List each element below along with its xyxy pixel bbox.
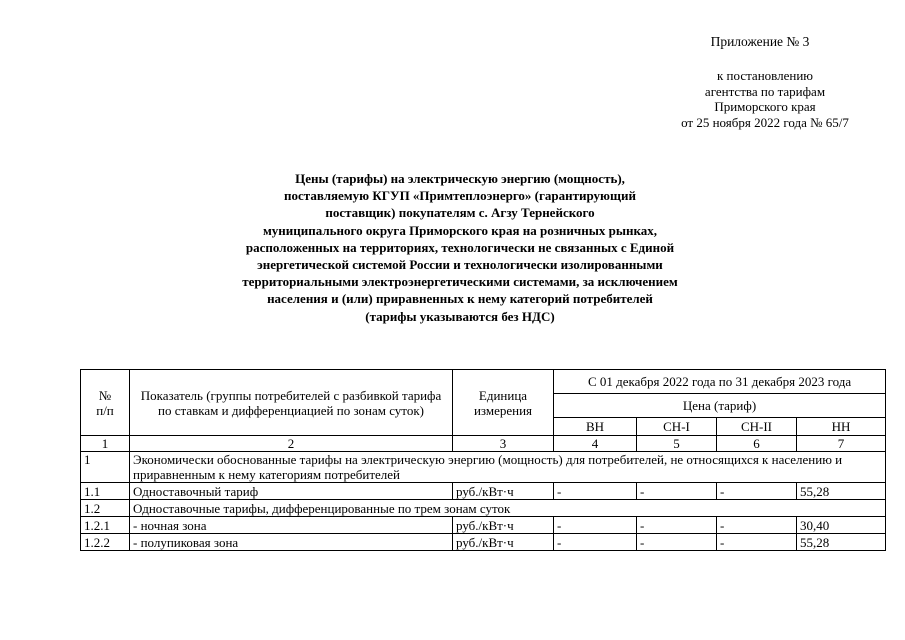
row-number: 1.2.2 <box>81 534 130 551</box>
row-number: 1.1 <box>81 483 130 500</box>
column-number: 3 <box>453 436 554 452</box>
title-line: населения и (или) приравненных к нему категорий потребителей <box>267 291 653 307</box>
value-vn: - <box>554 534 637 551</box>
value-vn: - <box>554 517 637 534</box>
tariff-table <box>80 369 886 551</box>
table-row <box>81 534 886 551</box>
header-level-nn: НН <box>797 418 886 436</box>
header-price: Цена (тариф) <box>554 394 886 418</box>
table-row <box>81 483 886 500</box>
table-row <box>81 500 886 517</box>
row-number: 1 <box>81 452 130 483</box>
reference-line: Приморского края <box>714 99 816 114</box>
title-line: поставщик) покупателям с. Агзу Тернейского <box>325 205 595 221</box>
value-sn2: - <box>717 483 797 500</box>
row-unit: руб./кВт·ч <box>453 517 554 534</box>
row-unit: руб./кВт·ч <box>453 534 554 551</box>
section-heading: Экономически обоснованные тарифы на электрическую энергию (мощность) для потребителей, не относящихся к населению и приравненным к нему категориям потребителей <box>130 452 886 483</box>
value-nn: 30,40 <box>797 517 886 534</box>
value-sn2: - <box>717 534 797 551</box>
title-line: расположенных на территориях, технологически не связанных с Единой <box>245 239 675 255</box>
title-line: поставляемую КГУП «Примтеплоэнерго» (гарантирующий <box>284 188 636 204</box>
row-number: 1.2 <box>81 500 130 517</box>
column-number: 2 <box>130 436 453 452</box>
header-level-sn2: СН-II <box>717 418 797 436</box>
title-line: территориальными электроэнергетическими системами, за исключением <box>242 274 678 290</box>
value-vn: - <box>554 483 637 500</box>
value-sn1: - <box>637 534 717 551</box>
column-number: 1 <box>81 436 130 452</box>
reference-line: агентства по тарифам <box>704 83 826 99</box>
row-indicator: - ночная зона <box>130 517 453 534</box>
header-level-vn: ВН <box>554 418 637 436</box>
reference-line: к постановлению <box>716 68 814 83</box>
value-sn2: - <box>717 517 797 534</box>
table-row <box>81 452 886 483</box>
title-line: Цены (тарифы) на электрическую энергию (мощность), <box>295 171 625 186</box>
appendix-number: Приложение № 3 <box>710 34 810 49</box>
title-line: энергетической системой России и технологически изолированными <box>257 257 663 273</box>
value-nn: 55,28 <box>797 534 886 551</box>
column-number-row <box>81 436 886 452</box>
header-unit: Единица измерения <box>453 370 554 436</box>
row-number: 1.2.1 <box>81 517 130 534</box>
appendix-reference <box>640 68 890 130</box>
value-nn: 55,28 <box>797 483 886 500</box>
header-level-sn1: СН-I <box>637 418 717 436</box>
value-sn1: - <box>637 483 717 500</box>
column-number: 4 <box>554 436 637 452</box>
column-number: 7 <box>797 436 886 452</box>
header-period: С 01 декабря 2022 года по 31 декабря 2023 года <box>554 370 886 394</box>
column-number: 5 <box>637 436 717 452</box>
column-number: 6 <box>717 436 797 452</box>
title-line: муниципального округа Приморского края на розничных рынках, <box>262 222 658 238</box>
value-sn1: - <box>637 517 717 534</box>
document-title <box>200 170 720 325</box>
reference-line: от 25 ноября 2022 года № 65/7 <box>681 114 849 130</box>
section-heading: Одноставочные тарифы, дифференцированные по трем зонам суток <box>130 500 886 517</box>
row-indicator: - полупиковая зона <box>130 534 453 551</box>
row-unit: руб./кВт·ч <box>453 483 554 500</box>
title-line: (тарифы указываются без НДС) <box>365 308 555 324</box>
header-indicator: Показатель (группы потребителей с разбивкой тарифа по ставкам и дифференциацией по зонам суток) <box>130 370 453 436</box>
header-row-number: № п/п <box>81 370 130 436</box>
table-row <box>81 517 886 534</box>
row-indicator: Одноставочный тариф <box>130 483 453 500</box>
